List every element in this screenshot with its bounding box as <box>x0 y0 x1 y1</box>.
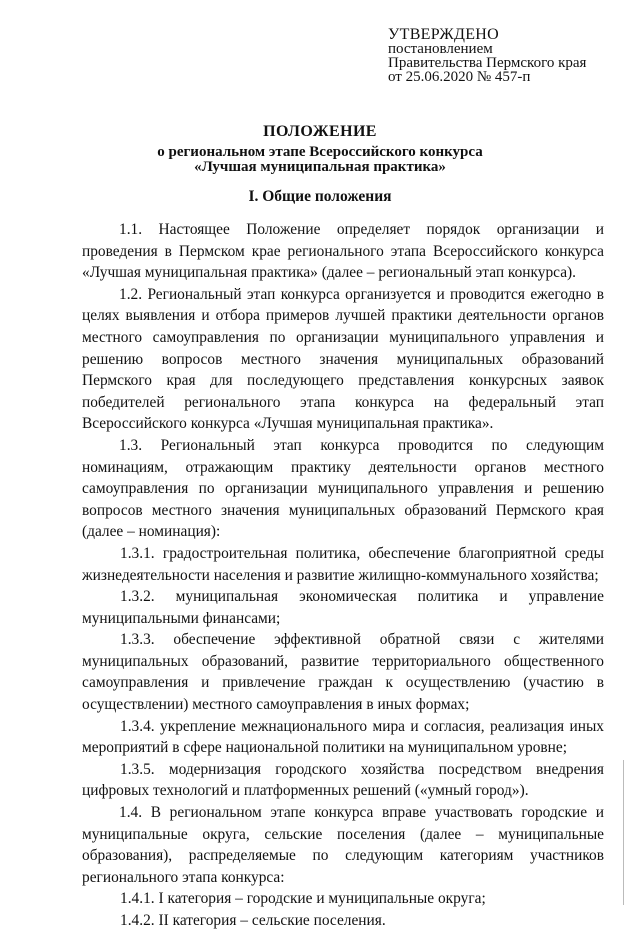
subtitle-line: о региональном этапе Всероссийского конкурса <box>157 144 483 160</box>
paragraph: 1.3. Региональный этап конкурса проводится по следующим номинациям, отражающим практику деятельности органов местного самоуправления по организации муниципального управления и решению вопросов местного значения муниципальных образований Пермского края (далее – номинация): <box>82 436 604 541</box>
section-heading: I. Общие положения <box>248 188 392 205</box>
approval-line: Правительства Пермского края <box>388 55 587 71</box>
paragraph: 1.4.2. II категория – сельские поселения. <box>120 912 386 929</box>
paragraph: 1.2. Региональный этап конкурса организуется и проводится ежегодно в целях выявления и отбора примеров лучшей практики деятельности органов местного самоуправления по организации муниципального управления и решению вопросов местного значения муниципальных образований Пермского края для последующего представления конкурсных заявок победителей регионального этапа конкурса на федеральный этап Всероссийского конкурса «Лучшая муниципальная практика». <box>82 285 604 433</box>
paragraph: 1.1. Настоящее Положение определяет порядок организации и проведения в Пермском крае регионального этапа Всероссийского конкурса «Лучшая муниципальная практика» (далее – региональный этап конкурса). <box>82 221 604 282</box>
paragraph: 1.4. В региональном этапе конкурса вправе участвовать городские и муниципальные округа, сельские поселения (далее – муниципальные образования), распределяемые по следующим категориям участников регионального этапа конкурса: <box>82 804 604 886</box>
paragraph: 1.3.1. градостроительная политика, обеспечение благоприятной среды жизнедеятельности населения и развитие жилищно-коммунального хозяйства; <box>82 544 604 584</box>
scan-edge-line <box>623 760 624 905</box>
paragraph: 1.4.1. I категория – городские и муниципальные округа; <box>120 890 486 908</box>
paragraph: 1.3.3. обеспечение эффективной обратной связи с жителями муниципальных образований, развитие территориального общественного самоуправления и привлечение граждан к осуществлению (участию в осуществлении) местного самоуправления в иных формах; <box>82 631 604 714</box>
paragraph: 1.3.2. муниципальная экономическая политика и управление муниципальными финансами; <box>82 588 604 627</box>
approval-stamp <box>388 28 586 84</box>
document-subtitle <box>0 145 640 175</box>
document-title: ПОЛОЖЕНИЕ <box>263 123 377 140</box>
paragraph: 1.3.5. модернизация городского хозяйства посредством внедрения цифровых технологий и платформенных решений («умный город»). <box>82 760 604 800</box>
approval-line: постановлением <box>388 41 493 57</box>
approval-line: от 25.06.2020 № 457-п <box>388 69 531 85</box>
document-body <box>82 219 604 932</box>
paragraph: 1.3.4. укрепление межнационального мира и согласия, реализация иных мероприятий в сфере национальной политики на муниципальном уровне; <box>82 717 604 757</box>
approval-heading: УТВЕРЖДЕНО <box>388 26 500 43</box>
subtitle-line: «Лучшая муниципальная практика» <box>194 159 446 175</box>
